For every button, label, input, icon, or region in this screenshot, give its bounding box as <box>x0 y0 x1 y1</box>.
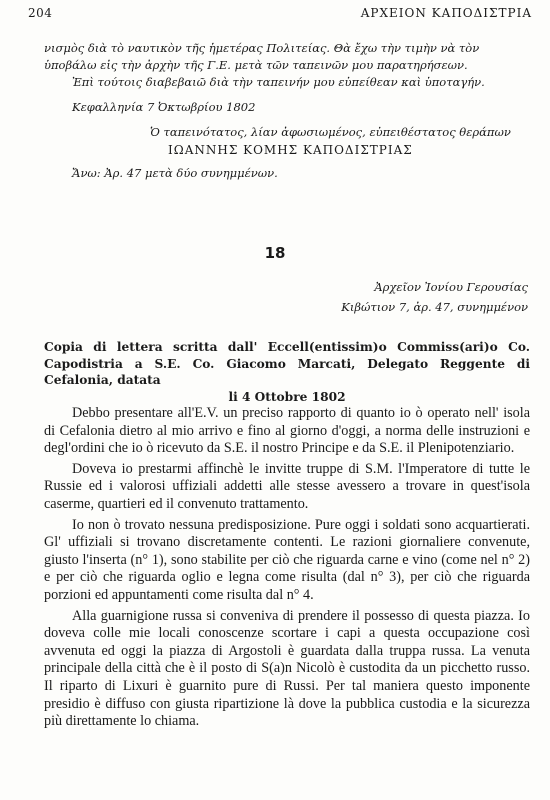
paragraph: Debbo presentare all'E.V. un preciso rapporto di quanto io ò operato nell' isola di Cefalonia dietro al mio arrivo e fino al giorno d'oggi, a norma delle instruzioni e degl'ordini che io ò ricevuto da S.E. il nostro Principe e da S.E. il Plenipotenziario. <box>44 405 530 457</box>
closing-line: Ἐπὶ τούτοις διαβεβαιῶ διὰ τὴν ταπεινήν μου εὐπείθεαν καὶ ὑποταγήν. <box>72 75 485 89</box>
running-title: ΑΡΧΕΙΟΝ ΚΑΠΟΔΙΣΤΡΙΑ <box>360 6 532 20</box>
paragraph: Io non ò trovato nessuna predisposizione. Pure oggi i soldati sono acquartierati. Gl' uffiziali si trovano discretamente contenti. Le razioni giornaliere convenute, giusto l'inserta (n° 1), sono stabilite per ciò che riguarda carne e vino (come nel n° 2) e per ciò che riguarda oglio e legna come risulta (dal n° 3), per ciò che riguarda porzioni ed appuntamenti come risulta dal n° 4. <box>44 516 530 603</box>
address-note: Ἄνω: Ἀρ. 47 μετὰ δύο συνημμένων. <box>72 166 278 180</box>
page-header <box>28 6 532 26</box>
text-line: νισμὸς διὰ τὸ ναυτικὸν τῆς ἡμετέρας Πολιτείας. Θὰ ἔχω τὴν τιμὴν νὰ τὸν <box>44 41 480 55</box>
title-date: li 4 Ottobre 1802 <box>228 389 346 404</box>
title-main: Copia di lettera scritta dall' Eccell(entissim)o Commiss(ari)o Co. Capodistria a S.E. Co. Giacomo Marcati, Delegato Reggente di Cefalonia, datata <box>44 340 530 387</box>
paragraph: Doveva io prestarmi affinchè le invitte truppe di S.M. l'Imperatore di tutte le Russie ed i valorosi uffiziali addetti alle stesse avessero a trovare in quest'isola caserme, quartieri ed il convenuto trattamento. <box>44 460 530 512</box>
paragraph: Alla guarnigione russa si conveniva di prendere il possesso di questa piazza. Io doveva colle mie locali conoscenze scortare i capi a questa occupazione così avvenuta ed oggi la piazza di Argostoli è guardata dalla truppa russa. La venuta principale della città che è il posto di S(a)n Nicolò è custodita da un picchetto russo. Il riparto di Lixuri è guarnito pure di Russi. Per tal maniera questo imponente presidio è diffuso con giusta ripartizione là dove la pubblica custodia e la sicurezza più direttamente lo chiama. <box>44 607 530 730</box>
text-line: ὑποβάλω εἰς τὴν ἀρχὴν τῆς Γ.Ε. μετὰ τῶν ταπεινῶν μου παρατηρήσεων. <box>44 58 468 72</box>
archive-reference-line1: Ἀρχεῖον Ἰονίου Γερουσίας <box>374 280 528 294</box>
previous-document-text <box>44 40 530 91</box>
signature: ΙΩΑΝΝΗΣ ΚΟΜΗΣ ΚΑΠΟΔΙΣΤΡΙΑΣ <box>168 143 413 157</box>
document-number: 18 <box>264 244 286 262</box>
archive-reference-line2: Κιβώτιον 7, ἀρ. 47, συνημμένον <box>341 300 528 314</box>
document-body <box>44 405 530 731</box>
salutation: Ὁ ταπεινότατος, λίαν ἀφωσιωμένος, εὐπειθέστατος θεράπων <box>150 125 511 139</box>
document-title <box>44 339 530 405</box>
page-number: 204 <box>28 6 53 20</box>
place-date: Κεφαλληνία 7 Ὀκτωβρίου 1802 <box>72 100 256 114</box>
